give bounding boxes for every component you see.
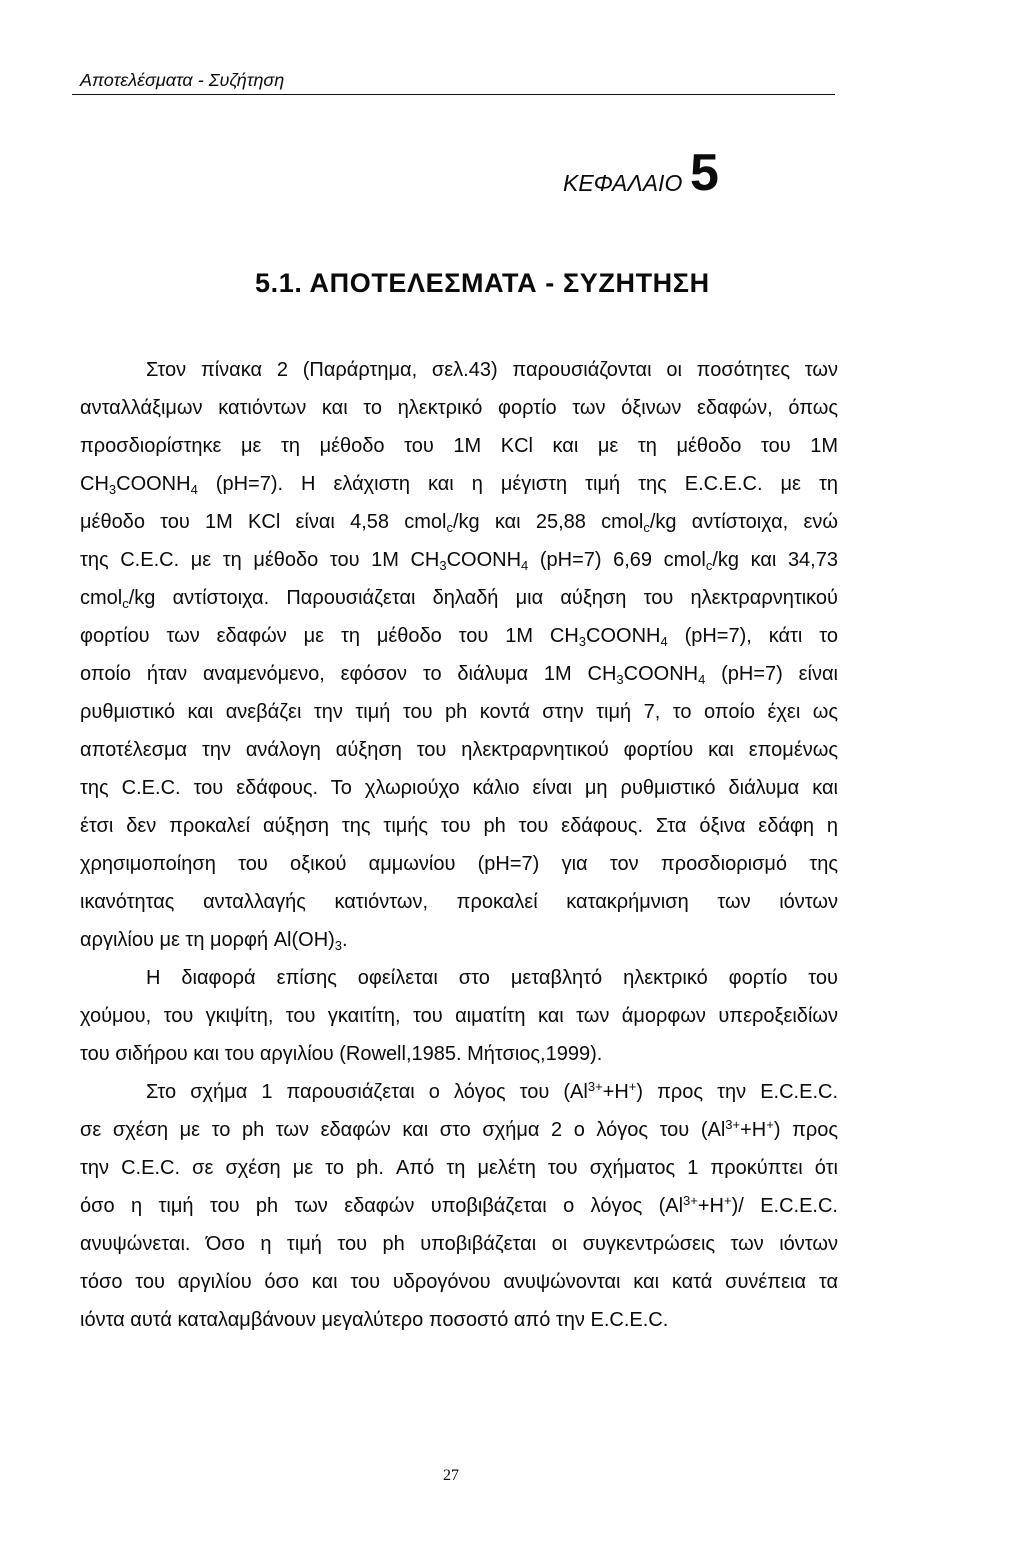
text-line bbox=[80, 1149, 838, 1187]
running-header: Αποτελέσματα - Συζήτηση bbox=[80, 70, 285, 90]
text-line bbox=[80, 579, 838, 617]
subscript: 4 bbox=[660, 634, 668, 650]
text-line bbox=[80, 1035, 838, 1073]
text-run: ικανότητας ανταλλαγής κατιόντων, προκαλεί κατακρήμνιση των ιόντων bbox=[80, 891, 838, 913]
text-line bbox=[80, 731, 838, 769]
text-run: /kg αντίστοιχα. Παρουσιάζεται δηλαδή μια αύξηση του ηλεκτραρνητικού bbox=[128, 587, 838, 609]
subscript: 4 bbox=[521, 558, 529, 574]
text-line bbox=[80, 1187, 838, 1225]
text-run: έτσι δεν προκαλεί αύξηση της τιμής του ph του εδάφους. Στα όξινα εδάφη η bbox=[80, 815, 838, 837]
page-number: 27 bbox=[443, 1467, 459, 1484]
text-line bbox=[80, 845, 838, 883]
text-run: (pH=7), κάτι το bbox=[667, 625, 838, 647]
subscript: c bbox=[122, 596, 129, 612]
text-run: χρησιμοποίηση του οξικού αμμωνίου (pH=7) για τον προσδιορισμό της bbox=[80, 853, 838, 875]
text-line bbox=[80, 503, 838, 541]
text-line bbox=[80, 1301, 838, 1339]
text-line bbox=[80, 1111, 838, 1149]
subscript: c bbox=[705, 558, 713, 574]
superscript: 3+ bbox=[725, 1116, 741, 1132]
subscript: 3 bbox=[616, 672, 624, 688]
text-line bbox=[80, 389, 838, 427]
text-line bbox=[80, 997, 838, 1035]
text-run: αργιλίου με τη μορφή Al(OH) bbox=[80, 929, 335, 951]
text-run: ιόντα αυτά καταλαμβάνουν μεγαλύτερο ποσοστό από την E.C.E.C. bbox=[80, 1309, 669, 1331]
text-run: (pH=7) 6,69 cmol bbox=[528, 549, 706, 571]
text-run: cmol bbox=[80, 587, 123, 609]
paragraph bbox=[80, 959, 838, 1073]
text-run: μέθοδο του 1M KCl είναι 4,58 cmol bbox=[80, 511, 447, 533]
superscript: + bbox=[766, 1116, 774, 1132]
header-rule bbox=[72, 94, 835, 95]
text-run: Στο σχήμα 1 παρουσιάζεται ο λόγος του (Al bbox=[146, 1081, 588, 1103]
text-run: Στον πίνακα 2 (Παράρτημα, σελ.43) παρουσιάζονται οι ποσότητες των bbox=[146, 359, 838, 381]
text-line bbox=[80, 769, 838, 807]
text-line bbox=[80, 693, 838, 731]
text-run: +H bbox=[602, 1081, 629, 1103]
text-run: COONH bbox=[446, 549, 522, 571]
text-line bbox=[80, 1073, 838, 1111]
text-line bbox=[80, 617, 838, 655]
text-line bbox=[80, 921, 838, 959]
text-run: +H bbox=[740, 1119, 767, 1141]
superscript: 3+ bbox=[587, 1078, 603, 1094]
section-title: 5.1. ΑΠΟΤΕΛΕΣΜΑΤΑ - ΣΥΖΗΤΗΣΗ bbox=[255, 268, 710, 298]
text-line bbox=[80, 655, 838, 693]
text-line bbox=[80, 807, 838, 845]
text-run: +H bbox=[697, 1195, 724, 1217]
subscript: 3 bbox=[578, 634, 587, 650]
text-run: προσδιορίστηκε με τη μέθοδο του 1M KCl και με τη μέθοδο του 1M bbox=[80, 435, 838, 457]
text-run: χούμου, του γκιψίτη, του γκαιτίτη, του αιματίτη και των άμορφων υπεροξειδίων bbox=[80, 1005, 838, 1027]
subscript: 3 bbox=[439, 558, 447, 574]
superscript: + bbox=[628, 1078, 637, 1094]
subscript: 4 bbox=[698, 672, 706, 688]
text-run: /kg και 34,73 bbox=[712, 549, 838, 571]
text-line bbox=[80, 959, 838, 997]
text-run: ανυψώνεται. Όσο η τιμή του ph υποβιβάζεται οι συγκεντρώσεις των ιόντων bbox=[80, 1233, 838, 1255]
text-run: ) προς την E.C.E.C. bbox=[636, 1081, 839, 1103]
text-line bbox=[80, 883, 838, 921]
text-run: /kg αντίστοιχα, ενώ bbox=[649, 511, 838, 533]
text-line bbox=[80, 541, 838, 579]
text-run: αποτέλεσμα την ανάλογη αύξηση του ηλεκτραρνητικού φορτίου και επομένως bbox=[80, 739, 838, 761]
text-run: οποίο ήταν αναμενόμενο, εφόσον το διάλυμα 1M CH bbox=[80, 663, 617, 685]
subscript: 3 bbox=[334, 938, 343, 954]
text-run: COONH bbox=[116, 473, 191, 495]
text-run: (pH=7). Η ελάχιστη και η μέγιστη τιμή της E.C.E.C. με τη bbox=[197, 473, 838, 495]
text-run: . bbox=[342, 929, 348, 951]
text-run: σε σχέση με το ph των εδαφών και στο σχήμα 2 ο λόγος του (Al bbox=[80, 1119, 726, 1141]
text-run: του σιδήρου και του αργιλίου (Rowell,1985. Μήτσιος,1999). bbox=[80, 1043, 603, 1065]
paragraph bbox=[80, 351, 838, 959]
text-run: ανταλλάξιμων κατιόντων και το ηλεκτρικό φορτίο των όξινων εδαφών, όπως bbox=[80, 397, 838, 419]
text-line bbox=[80, 351, 838, 389]
superscript: 3+ bbox=[683, 1192, 698, 1208]
subscript: 4 bbox=[190, 482, 198, 498]
text-run: /kg και 25,88 cmol bbox=[452, 511, 644, 533]
subscript: c bbox=[643, 520, 650, 536]
text-run: την C.E.C. σε σχέση με το ph. Από τη μελέτη του σχήματος 1 προκύπτει ότι bbox=[80, 1157, 838, 1179]
text-line bbox=[80, 1225, 838, 1263]
chapter-number: 5 bbox=[690, 144, 719, 202]
paragraph bbox=[80, 1073, 838, 1339]
text-run: όσο η τιμή του ph των εδαφών υποβιβάζεται ο λόγος (Al bbox=[80, 1195, 684, 1217]
text-line bbox=[80, 1263, 838, 1301]
chapter-label: ΚΕΦΑΛΑΙΟ bbox=[563, 170, 683, 196]
text-line bbox=[80, 427, 838, 465]
text-run: ) προς bbox=[773, 1119, 839, 1141]
text-run: COONH bbox=[586, 625, 661, 647]
text-run: )/ E.C.E.C. bbox=[731, 1195, 838, 1217]
subscript: 3 bbox=[108, 482, 117, 498]
text-run: φορτίου των εδαφών με τη μέθοδο του 1M CH bbox=[80, 625, 579, 647]
text-run: Η διαφορά επίσης οφείλεται στο μεταβλητό ηλεκτρικό φορτίο του bbox=[146, 967, 838, 989]
text-run: της C.E.C. του εδάφους. Το χλωριούχο κάλιο είναι μη ρυθμιστικό διάλυμα και bbox=[80, 777, 838, 799]
text-run: (pH=7) είναι bbox=[705, 663, 839, 685]
body-text bbox=[80, 351, 838, 1339]
text-run: της C.E.C. με τη μέθοδο του 1M CH bbox=[80, 549, 440, 571]
text-run: ρυθμιστικό και ανεβάζει την τιμή του ph κοντά στην τιμή 7, το οποίο έχει ως bbox=[80, 701, 838, 723]
text-run: COONH bbox=[623, 663, 699, 685]
superscript: + bbox=[724, 1192, 732, 1208]
text-run: CH bbox=[80, 473, 109, 495]
text-line bbox=[80, 465, 838, 503]
text-run: τόσο του αργιλίου όσο και του υδρογόνου ανυψώνονται και κατά συνέπεια τα bbox=[80, 1271, 838, 1293]
subscript: c bbox=[446, 520, 453, 536]
